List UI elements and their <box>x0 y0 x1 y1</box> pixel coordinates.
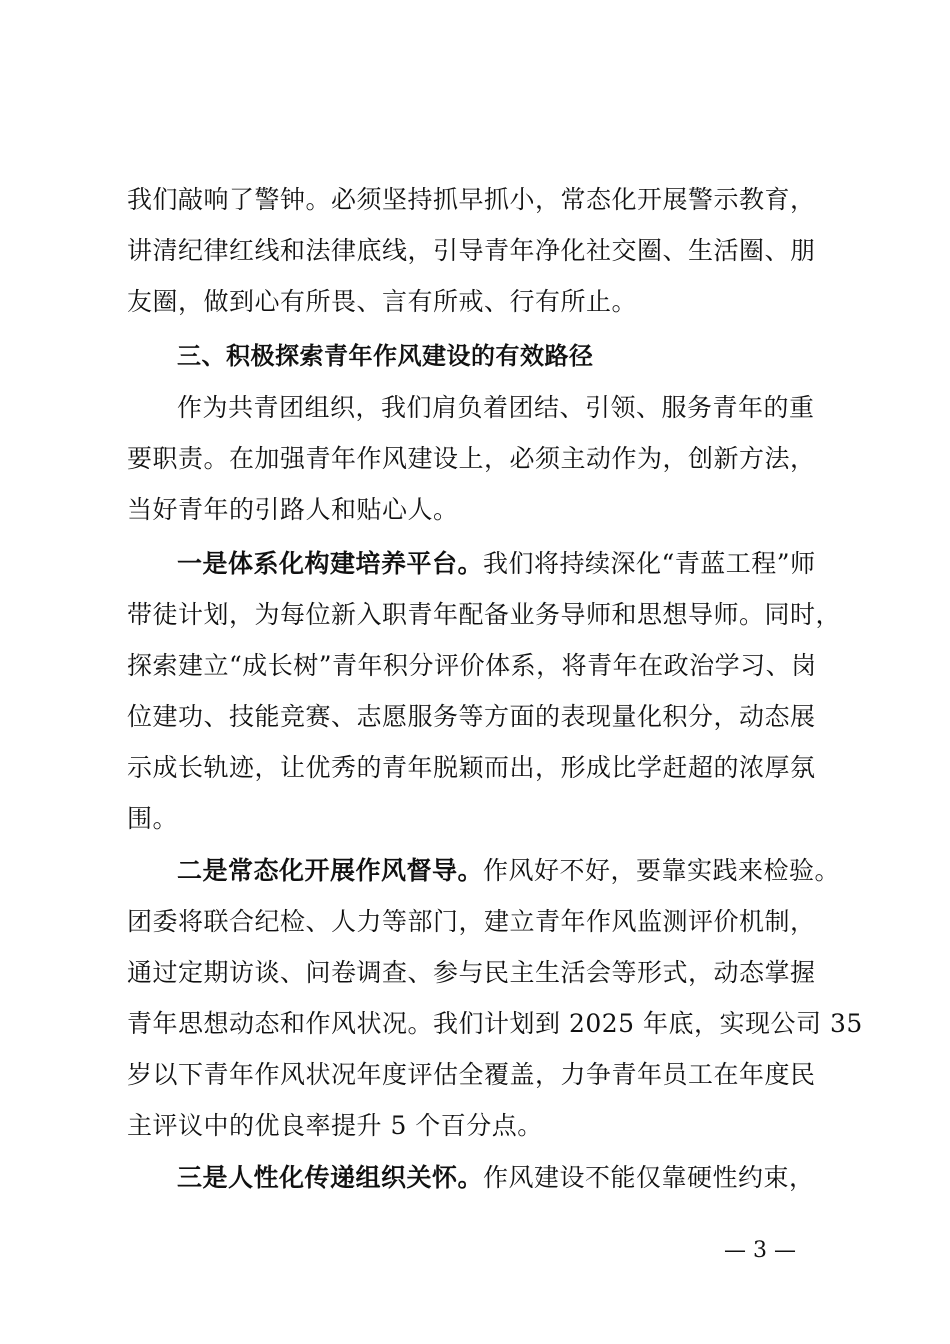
bold-lead-phrase: 二是常态化开展作风督导。 <box>177 856 484 885</box>
paragraph-line: 主评议中的优良率提升 5 个百分点。 <box>127 1111 543 1140</box>
paragraph-line: 围。 <box>127 804 179 833</box>
paragraph-line: 要职责。在加强青年作风建设上，必须主动作为，创新方法， <box>127 444 816 473</box>
paragraph-line: 探索建立“成长树”青年积分评价体系，将青年在政治学习、岗 <box>127 651 817 680</box>
paragraph-line <box>177 1158 815 1198</box>
paragraph-line: 通过定期访谈、问卷调查、参与民主生活会等形式，动态掌握 <box>127 958 816 987</box>
paragraph-text: 作风建设不能仅靠硬性约束， <box>483 1163 815 1192</box>
paragraph-line: 位建功、技能竞赛、志愿服务等方面的表现量化积分，动态展 <box>127 702 816 731</box>
paragraph-line: 讲清纪律红线和法律底线，引导青年净化社交圈、生活圈、朋 <box>127 236 816 265</box>
paragraph-line: 团委将联合纪检、人力等部门，建立青年作风监测评价机制， <box>127 907 816 936</box>
paragraph-line: 友圈，做到心有所畏、言有所戒、行有所止。 <box>127 287 638 316</box>
bold-lead-phrase: 一是体系化构建培养平台。 <box>177 549 484 578</box>
paragraph-line <box>177 851 840 891</box>
paragraph-line: 作为共青团组织，我们肩负着团结、引领、服务青年的重 <box>177 393 815 422</box>
paragraph-text: 作风好不好，要靠实践来检验。 <box>483 856 841 885</box>
paragraph-line: 岁以下青年作风状况年度评估全覆盖，力争青年员工在年度民 <box>127 1060 816 1089</box>
paragraph-line <box>177 544 816 584</box>
paragraph-line: 带徒计划，为每位新入职青年配备业务导师和思想导师。同时， <box>127 600 842 629</box>
paragraph-line: 示成长轨迹，让优秀的青年脱颖而出，形成比学赶超的浓厚氛 <box>127 753 816 782</box>
paragraph-line: 我们敲响了警钟。必须坚持抓早抓小，常态化开展警示教育， <box>127 185 816 214</box>
paragraph-line: 当好青年的引路人和贴心人。 <box>127 495 459 524</box>
paragraph-line: 青年思想动态和作风状况。我们计划到 2025 年底，实现公司 35 <box>127 1009 863 1038</box>
bold-lead-phrase: 三是人性化传递组织关怀。 <box>177 1163 484 1192</box>
section-heading: 三、积极探索青年作风建设的有效路径 <box>177 342 594 370</box>
page-number: — 3 — <box>724 1238 796 1263</box>
paragraph-text: 我们将持续深化“青蓝工程”师 <box>483 549 816 578</box>
